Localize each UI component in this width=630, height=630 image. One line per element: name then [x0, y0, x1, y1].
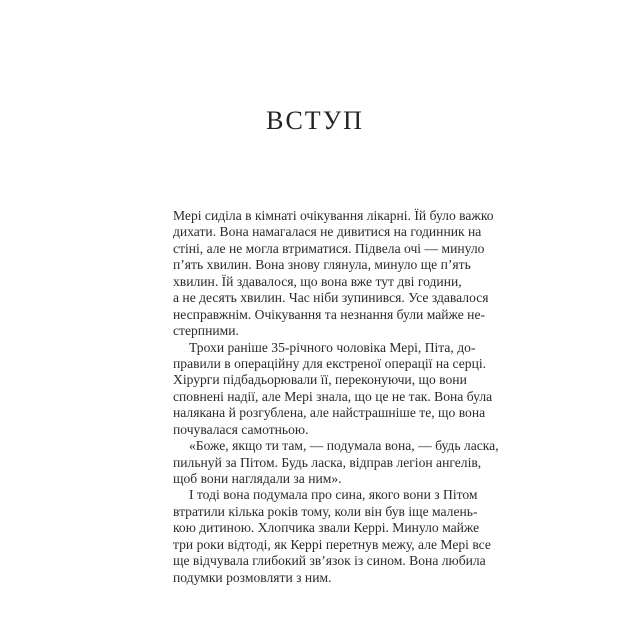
text-line: стерпними.: [173, 323, 239, 339]
text-line: п’ять хвилин. Вона знову глянула, минуло ще п’ять: [173, 257, 471, 273]
text-line: дихати. Вона намагалася не дивитися на годинник на: [173, 224, 482, 240]
text-line: стіні, але не могла втриматися. Підвела очі — минуло: [173, 240, 485, 256]
text-line: пильнуй за Пітом. Будь ласка, відправ легіон ангелів,: [173, 454, 482, 470]
text-line: правили в операційну для екстреної операції на серці.: [173, 355, 487, 371]
text-line: І тоді вона подумала про сина, якого вони з Пітом: [189, 487, 478, 503]
paragraph: [173, 487, 491, 586]
text-line: три роки відтоді, як Керрі перетнув межу, але Мері все: [173, 536, 491, 552]
text-line: несправжнім. Очікування та незнання були майже не-: [173, 306, 486, 322]
text-line: щоб вони наглядали за ним».: [173, 471, 342, 486]
text-line: Хірурги підбадьорювали її, переконуючи, що вони: [173, 372, 467, 388]
text-line: Мері сиділа в кімнаті очікування лікарні. Їй було важко: [173, 208, 494, 223]
chapter-title: ВСТУП: [266, 106, 364, 135]
paragraph: [173, 438, 499, 487]
paragraph: [173, 208, 494, 340]
text-line: кою дитиною. Хлопчика звали Керрі. Минуло майже: [173, 520, 480, 536]
text-line: сповнені надії, але Мері знала, що це не так. Вона була: [173, 388, 493, 404]
paragraph: [173, 339, 493, 439]
text-line: хвилин. Їй здавалося, що вона вже тут дві години,: [173, 273, 462, 289]
text-line: подумки розмовляти з ним.: [173, 569, 332, 585]
text-line: «Боже, якщо ти там, — подумала вона, — будь ласка,: [189, 438, 499, 454]
text-line: втратили кілька років тому, коли він був іще малень-: [173, 503, 478, 519]
text-line: налякана й розгублена, але найстрашніше те, що вона: [173, 405, 486, 421]
text-line: ще відчувала глибокий зв’язок із сином. Вона любила: [173, 553, 486, 569]
text-line: а не десять хвилин. Час ніби зупинився. Усе здавалося: [173, 290, 489, 306]
chapter-body: [173, 208, 499, 586]
text-line: Трохи раніше 35-річного чоловіка Мері, Піта, до-: [189, 339, 476, 355]
text-line: почувалася самотньою.: [173, 421, 309, 437]
